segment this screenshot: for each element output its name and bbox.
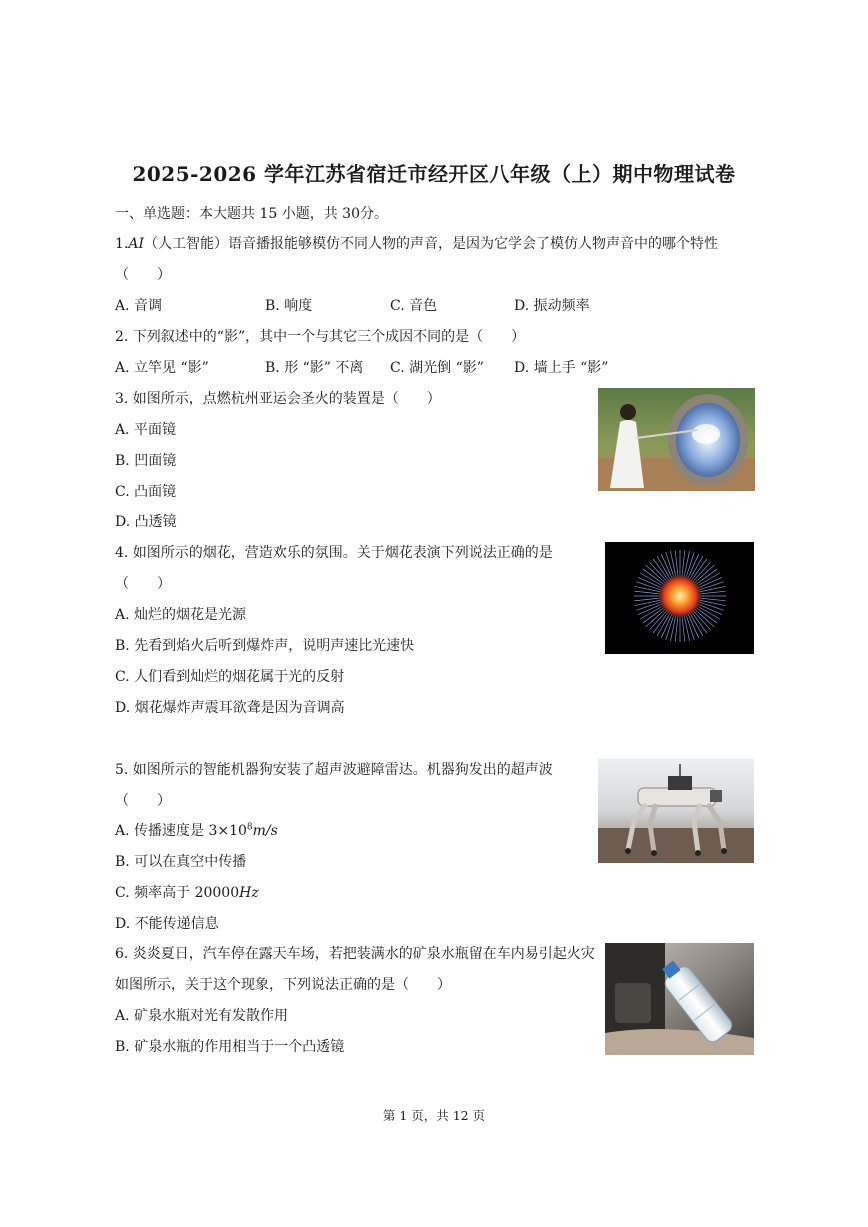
unit: Hz [239, 885, 259, 901]
q5-option-b: B. 可以在真空中传播 [115, 854, 247, 870]
question-text: （人工智能）语音播报能够模仿不同人物的声音，是因为它学会了模仿人物声音中的哪个特性 [144, 236, 718, 252]
q2-option-c: C. 湖光倒 “影” [390, 360, 484, 376]
q2-option-a: A. 立竿见 “影” [115, 360, 209, 376]
q3-option-b: B. 凹面镜 [115, 453, 177, 469]
q6-option-b: B. 矿泉水瓶的作用相当于一个凸透镜 [115, 1039, 345, 1055]
torch-lighting-photo [598, 388, 755, 491]
water-bottle-car-photo [605, 943, 754, 1055]
q4-option-a: A. 灿烂的烟花是光源 [115, 607, 247, 623]
q4-option-b: B. 先看到焰火后听到爆炸声，说明声速比光速快 [115, 638, 415, 654]
option-text: A. 传播速度是 3×10 [115, 823, 247, 839]
robot-dog-photo [598, 758, 754, 863]
fireworks-photo [605, 542, 754, 654]
question-1-paren: （ ） [115, 267, 171, 283]
q5-option-d: D. 不能传递信息 [115, 916, 219, 932]
unit: m/s [252, 823, 278, 839]
exponent: 8 [246, 822, 253, 833]
q1-option-c: C. 音色 [390, 298, 438, 314]
page-footer: 第 1 页，共 12 页 [382, 1108, 486, 1123]
question-2-stem: 2. 下列叙述中的“影”，其中一个与其它三个成因不同的是（ ） [115, 329, 526, 345]
q4-option-c: C. 人们看到灿烂的烟花属于光的反射 [115, 669, 345, 685]
q6-option-a: A. 矿泉水瓶对光有发散作用 [115, 1008, 289, 1024]
q3-option-d: D. 凸透镜 [115, 514, 177, 530]
q2-option-d: D. 墙上手 “影” [514, 360, 609, 376]
question-number: 1. [115, 236, 129, 252]
page-title: 2025-2026 学年江苏省宿迁市经开区八年级（上）期中物理试卷 [132, 162, 736, 186]
q5-option-c [115, 882, 259, 902]
question-6-stem-line2: 如图所示，关于这个现象，下列说法正确的是（ ） [115, 977, 451, 993]
q3-option-c: C. 凸面镜 [115, 484, 177, 500]
q1-option-a: A. 音调 [115, 298, 163, 314]
question-5-paren: （ ） [115, 793, 171, 809]
question-6-stem-line1: 6. 炎炎夏日，汽车停在露天车场，若把装满水的矿泉水瓶留在车内易引起火灾 [115, 946, 595, 962]
q5-option-a [115, 820, 278, 840]
option-text: C. 频率高于 20000 [115, 885, 240, 901]
question-3-stem: 3. 如图所示，点燃杭州亚运会圣火的装置是（ ） [115, 391, 441, 407]
q3-option-a: A. 平面镜 [115, 422, 177, 438]
ai-term: AI [128, 236, 144, 252]
q1-option-d: D. 振动频率 [514, 298, 590, 314]
question-1-stem [115, 233, 718, 253]
section-heading: 一、单选题：本大题共 15 小题，共 30分。 [115, 206, 388, 222]
q4-option-d: D. 烟花爆炸声震耳欲聋是因为音调高 [115, 700, 345, 716]
q2-option-b: B. 形 “影” 不离 [265, 360, 364, 376]
question-5-stem: 5. 如图所示的智能机器狗安装了超声波避障雷达。机器狗发出的超声波 [115, 762, 553, 778]
question-4-stem: 4. 如图所示的烟花，营造欢乐的氛围。关于烟花表演下列说法正确的是 [115, 545, 553, 561]
question-4-paren: （ ） [115, 576, 171, 592]
q1-option-b: B. 响度 [265, 298, 313, 314]
